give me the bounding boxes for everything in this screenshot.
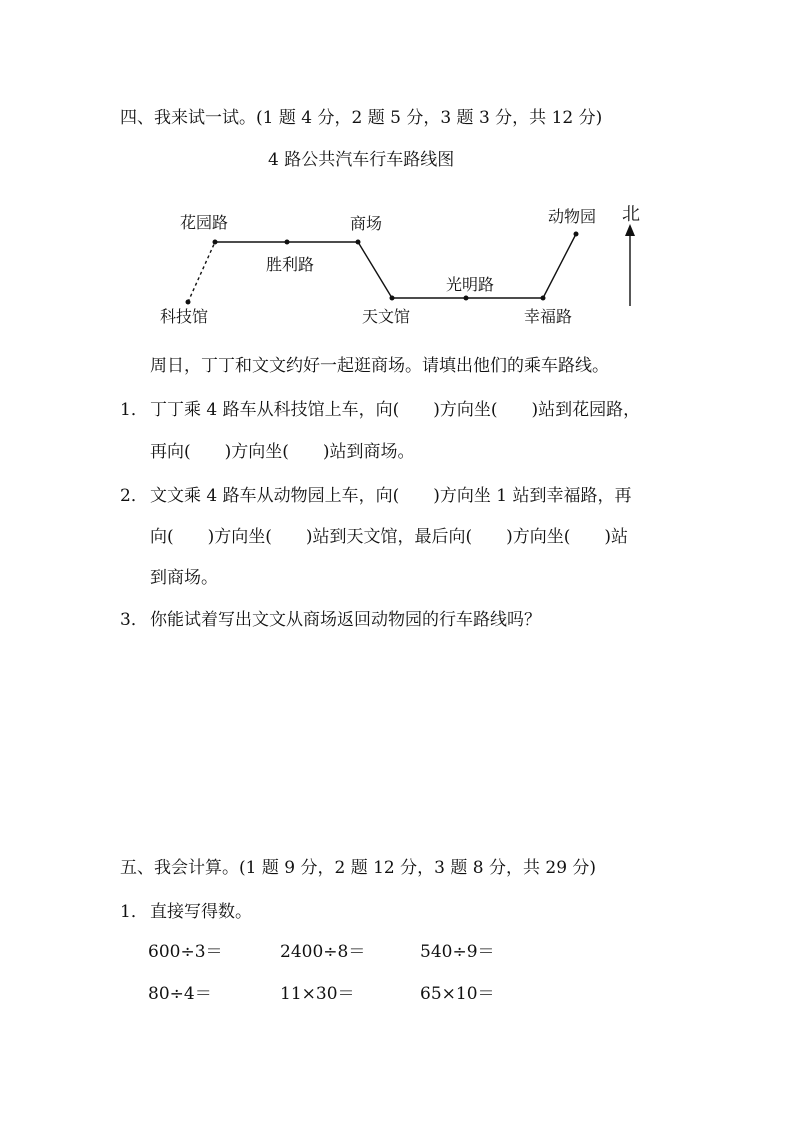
calc-item-5: 11×30＝ <box>280 984 355 1004</box>
stop-dot-dongwuyuan <box>574 232 579 237</box>
stop-dot-guangminglu <box>464 296 469 301</box>
stop-label-guangminglu: 光明路 <box>446 275 495 294</box>
q1-number: 1． <box>120 400 148 420</box>
calc-item-6: 65×10＝ <box>420 984 495 1004</box>
stop-dot-tianwenguan <box>390 296 395 301</box>
s5-q1-text: 直接写得数。 <box>150 902 252 922</box>
section4-heading: 四、我来试一试。(1 题 4 分，2 题 5 分，3 题 3 分，共 12 分) <box>120 108 603 128</box>
q2-line3: 到商场。 <box>150 568 218 588</box>
stop-dot-xingfulu <box>541 296 546 301</box>
stop-label-shenglilu: 胜利路 <box>266 255 315 274</box>
calc-item-3: 540÷9＝ <box>420 942 495 962</box>
stop-label-xingfulu: 幸福路 <box>524 307 573 326</box>
s5-q1-number: 1． <box>120 902 148 922</box>
calc-item-2: 2400÷8＝ <box>280 942 366 962</box>
calc-item-1: 600÷3＝ <box>148 942 223 962</box>
north-arrow-head <box>625 224 635 236</box>
stop-label-kejiguan: 科技馆 <box>160 307 209 326</box>
calc-item-4: 80÷4＝ <box>148 984 212 1004</box>
route-segment-kejiguan-huayuanlu <box>188 242 215 302</box>
route-map <box>0 0 793 340</box>
intro-text: 周日，丁丁和文文约好一起逛商场。请填出他们的乘车路线。 <box>150 356 609 376</box>
q2-line2: 向( )方向坐( )站到天文馆，最后向( )方向坐( )站 <box>150 527 629 547</box>
stop-dot-huayuanlu <box>213 240 218 245</box>
route-segment-shangchang-tianwenguan <box>358 242 392 298</box>
north-label: 北 <box>622 204 640 225</box>
stop-label-shangchang: 商场 <box>350 214 383 233</box>
q1-line1: 丁丁乘 4 路车从科技馆上车，向( )方向坐( )站到花园路， <box>150 400 641 420</box>
q3-line1: 你能试着写出文文从商场返回动物园的行车路线吗？ <box>150 610 541 630</box>
stop-label-huayuanlu: 花园路 <box>180 213 229 232</box>
q3-number: 3． <box>120 610 148 630</box>
section5-heading: 五、我会计算。(1 题 9 分，2 题 12 分，3 题 8 分，共 29 分) <box>120 858 597 878</box>
stop-dot-kejiguan <box>186 300 191 305</box>
q2-line1: 文文乘 4 路车从动物园上车，向( )方向坐 1 站到幸福路，再 <box>150 486 632 506</box>
stop-dot-shenglilu <box>285 240 290 245</box>
stop-label-tianwenguan: 天文馆 <box>362 307 411 326</box>
q1-line2: 再向( )方向坐( )站到商场。 <box>150 442 415 462</box>
q2-number: 2． <box>120 486 148 506</box>
stop-label-dongwuyuan: 动物园 <box>548 207 597 226</box>
route-segment-xingfulu-dongwuyuan <box>543 234 576 298</box>
stop-dot-shangchang <box>356 240 361 245</box>
map-title: 4 路公共汽车行车路线图 <box>268 150 455 170</box>
